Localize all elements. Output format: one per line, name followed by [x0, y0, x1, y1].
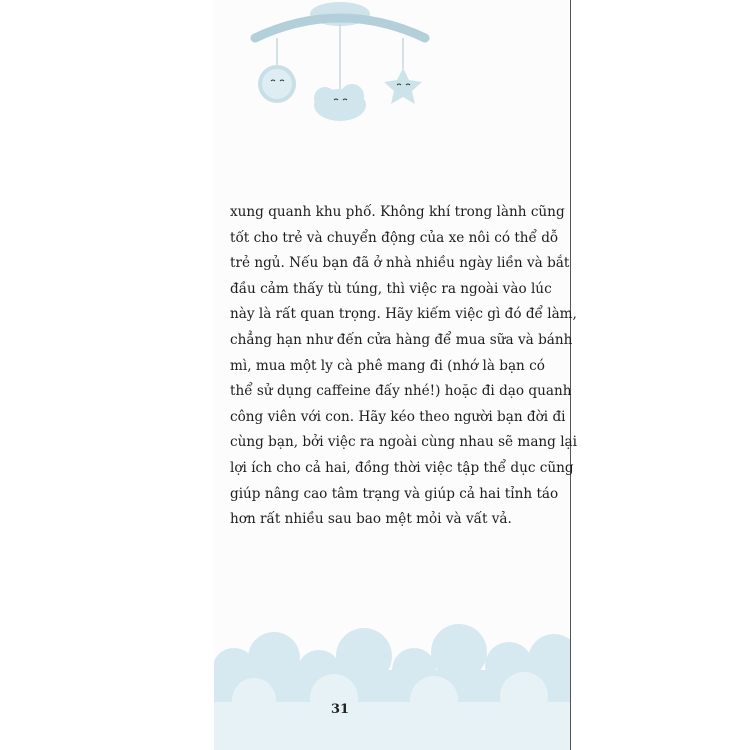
text-line: hơn rất nhiều sau bao mệt mỏi và vất vả. [230, 511, 512, 528]
text-line: xung quanh khu phố. Không khí trong lành cũng [230, 204, 565, 220]
text-line: đầu cảm thấy tù túng, thì việc ra ngoài vào lúc [230, 280, 552, 297]
text-line: thể sử dụng caffeine đấy nhé!) hoặc đi dạo quanh [230, 383, 572, 400]
cloud-border-illustration [214, 620, 570, 750]
text-line: lợi ích cho cả hai, đồng thời việc tập thể dục cũng [230, 459, 574, 476]
text-line: chẳng hạn như đến cửa hàng để mua sữa và bánh [230, 331, 573, 348]
body-paragraph [230, 200, 577, 533]
page-number: 31 [330, 702, 350, 717]
text-line: mì, mua một ly cà phê mang đi (nhớ là bạn có [230, 357, 545, 374]
text-line: giúp nâng cao tâm trạng và giúp cả hai tỉnh táo [230, 485, 559, 502]
faded-show-through-text [250, 110, 450, 134]
text-line: trẻ ngủ. Nếu bạn đã ở nhà nhiều ngày liền và bắt [230, 255, 570, 272]
text-line: cùng bạn, bởi việc ra ngoài cùng nhau sẽ mang lại [230, 434, 577, 451]
text-line: này là rất quan trọng. Hãy kiếm việc gì đó để làm, [230, 306, 577, 323]
text-line: công viên với con. Hãy kéo theo người bạn đời đi [230, 408, 566, 425]
text-line: tốt cho trẻ và chuyển động của xe nôi có thể dỗ [230, 229, 559, 246]
